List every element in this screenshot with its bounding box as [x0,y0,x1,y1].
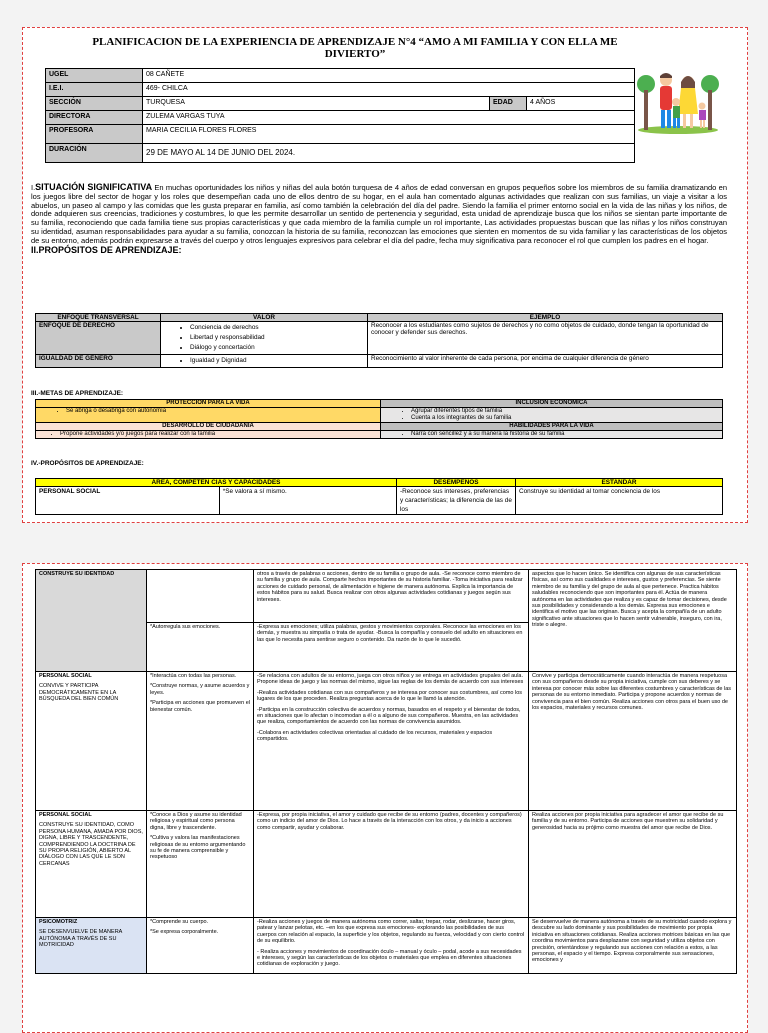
meta-item: • Propone actividades y/o juegos para realizar con la familia [60,431,378,438]
desempeno-cell [254,918,529,974]
capacidad-cell [147,570,254,623]
area-cell [36,918,147,974]
capacidad-cell [147,811,254,918]
iei-value: 469- CHILCA [143,83,635,97]
capacidad-item: *Participa en acciones que promueven el bienestar común. [150,700,250,713]
valor-header: VALOR [161,314,368,322]
info-table [45,68,635,163]
desempeno-item: -Realiza acciones y juegos de manera autónoma como correr, saltar, trepar, rodar, deslizarse, hacer giros, patear y lanzar pelotas, etc. –en los que expresa sus emociones- explorando las posibilidades de sus cuerpos con relación al espacio, la superficie y los objetos, regulando su fuerza, velocidad y con cierto control de su equilibrio. [257,919,525,945]
document-page-1 [22,27,748,523]
capacidad-item: *Cultiva y valora las manifestaciones religiosas de su entorno argumentando su fe de manera comprensible y respetuoso [150,835,246,861]
inclusion-header: INCLUSION ECONOMICA [381,400,723,408]
desempeno-cell: -Expresa, por propia iniciativa, el amor y cuidado que recibe de su entorno (padres, docentes y compañeros) como un indicio del amor de Dios. Lo hace a través de la interacción con los otros, y da inicio a acciones como compartir, ayudar y colaborar. [254,811,529,918]
competencias-table [35,569,737,974]
enfoque-derecho-valores [161,322,368,355]
habilidades-header: HABILIDADES PARA LA VIDA [381,423,723,431]
enfoques-table [35,313,723,368]
capacidad-item: *Interactúa con todas las personas. [150,673,237,679]
metas-table [35,399,723,439]
propositos-aprendizaje-heading: IV.-PROPÓSITOS DE APRENDIZAJE: [31,460,144,467]
iei-label: I.E.I. [46,83,143,97]
document-page-2 [22,563,748,1033]
edad-value: 4 AÑOS [527,97,635,111]
desempeno-cell: otros a través de palabras o acciones, dentro de su familia o grupo de aula. -Se reconoce como miembro de su familia y grupo de aula. Comparte hechos importantes de su historia familiar. -Toma iniciativa para realizar acciones de cuidado personal, de alimentación e higiene de manera autónoma. Explica la importancia de estos hábitos para su salud. Busca realizar con otros algunas actividades cotidianas y juegos según sus intereses. [254,570,529,623]
enfoque-genero-ejemplo: Reconocimiento al valor inherente de cada persona, por encima de cualquier diferencia de género [368,355,723,368]
valor-item: • Diálogo y concertación [190,344,364,351]
meta-item: • Agrupar diferentes tipos de familia [411,408,720,415]
meta-item: • Cuenta a los integrantes de su familia [411,415,720,422]
capacidad-item: *Construye normas, y asume acuerdos y leyes. [150,683,250,696]
capacidad-item: *Comprende su cuerpo. [150,919,209,925]
capacidad-cell [147,918,254,974]
valor-item: • Conciencia de derechos [190,324,364,331]
ugel-label: UGEL [46,69,143,83]
ciudadania-cell [36,431,381,439]
proteccion-cell [36,408,381,423]
area-cell [36,672,147,811]
desempeno-cell: -Reconoce sus intereses, preferencias y características; la diferencia de las de los [397,487,516,515]
competencia-title: SE DESENVUELVE DE MANERA AUTÓNOMA A TRAVÉS DE SU MOTRICIDAD [39,929,123,949]
proteccion-header: PROTECCION PARA LA VIDA [36,400,381,408]
enfoque-genero-label: IGUALDAD DE GÉNERO [36,355,161,368]
enfoque-derecho-label: ENFOQUE DE DERECHO [36,322,161,355]
area-title: PERSONAL SOCIAL [39,812,92,818]
desempenos-header: DESEMPEÑOS [397,479,516,487]
meta-item: • Se abriga o desabriga con autonomía [66,408,378,415]
enfoque-genero-valores [161,355,368,368]
area-title: PSICOMOTRIZ [39,919,78,925]
situacion-significativa [31,183,727,255]
profesora-label: PROFESORA [46,125,143,144]
valor-item: • Igualdad y Dignidad [190,357,364,364]
desempeno-item: -Se relaciona con adultos de su entorno, juega con otros niños y se entrega en actividades grupales del aula. Propone ideas de juego y las normas del mismo, sigue las reglas de los demás de acuerdo con sus intereses [257,673,524,686]
document-title: PLANIFICACION DE LA EXPERIENCIA DE APRENDIZAJE N°4 “AMO A MI FAMILIA Y CON ELLA ME DIVIERTO” [92,36,618,60]
estandar-cell: Se desenvuelve de manera autónoma a través de su motricidad cuando explora y descubre su lado dominante y sus posibilidades de movimiento por propia iniciativa en situaciones cotidianas. Realiza acciones motrices básicas en las que coordina movimientos para desplazarse con seguridad y utiliza objetos con precisión, orientándose y regulando sus acciones con relación a estos, a las personas, el espacio y el tiempo. Expresa corporalmente sus sensaciones, emociones y [529,918,737,974]
metas-heading: III.-METAS DE APRENDIZAJE: [31,390,124,397]
desempeno-item: -Participa en la construcción colectiva de acuerdos y normas, basados en el respeto y el bienestar de todos, en situaciones que lo afectan o incomodan a él o a alguno de sus compañeros. Muestra, en las actividades que realiza, comportamientos de acuerdo con las normas de convivencia asumidos. [257,706,521,726]
habilidades-cell [381,431,723,439]
desempeno-cell [254,672,529,811]
valor-item: • Libertad y responsabilidad [190,334,364,341]
situacion-numeral: I. [31,183,36,192]
competencia-title: CONVIVE Y PARTICIPA DEMOCRÁTICAMENTE EN LA BÚSQUEDA DEL BIEN COMÚN [39,683,119,703]
estandar-cell: Convive y participa democráticamente cuando interactúa de manera respetuosa con sus compañeros desde su propia iniciativa, cumple con sus deberes y se interesa por conocer más sobre las diferentes costumbres y características de las personas de su entorno inmediato. Participa y propone acuerdos y normas de convivencia para el bien común. Realiza acciones con otros para el buen uso de los espacios, materiales y recursos comunes. [529,672,737,811]
directora-label: DIRECTORA [46,111,143,125]
area-cell: CONSTRUYE SU IDENTIDAD [36,570,147,672]
desempeno-item: -Realiza actividades cotidianas con sus compañeros y se interesa por conocer sus costumbres, así como los lugares de los que proceden. Realiza preguntas acerca de lo que le llamó la atención. [257,689,523,703]
capacidad-item: *Se expresa corporalmente. [150,929,219,936]
area-cell [36,811,147,918]
situacion-heading: SITUACIÓN SIGNIFICATIVA [35,182,153,192]
meta-item: • Narra con sencillez y a su manera la historia de su familia [411,431,720,438]
desempeno-item: - Realiza acciones y movimientos de coordinación óculo – manual y óculo – podal, acode a sus necesidades e intereses, y según las características de los objetos o materiales que emplea en diferentes situaciones cotidianas de exploración y juego. [257,948,522,968]
area-title: PERSONAL SOCIAL [39,673,92,679]
propositos-table [35,478,723,515]
desempeno-cell: -Expresa sus emociones; utiliza palabras, gestos y movimientos corporales. Reconoce las emociones en los demás, y muestra su simpatía o trata de ayudar. -Busca la compañía y consuelo del adulto en situaciones en las que lo necesita para sentirse seguro o contenido. Da razón de lo que le sucedió. [254,623,529,672]
capacidad-item: *Conoce a Dios y asume su identidad religiosa y espiritual como persona digna, libre y trascendente. [150,812,242,831]
capacidad-cell: *Se valora a sí mismo. [219,487,396,515]
propositos-heading: II.PROPÓSITOS DE APRENDIZAJE: [31,244,182,255]
capacidad-cell: *Autorregula sus emociones. [147,623,254,672]
inclusion-cell [381,408,723,423]
capacidad-cell [147,672,254,811]
duracion-value: 29 DE MAYO AL 14 DE JUNIO DEL 2024. [143,144,635,163]
edad-label: EDAD [490,97,527,111]
estandar-cell: aspectos que lo hacen único. Se identifica con algunas de sus características físicas, así como sus cualidades e intereses, gustos y preferencias. Se siente miembro de su familia y del grupo de aula al que pertenece. Practica hábitos saludables reconociendo que son importantes para él. Actúa de manera autónoma en las actividades que realiza y es capaz de tomar decisiones, desde sus posibilidades y considerando a los demás. Expresa sus emociones e identifica el motivo que las originan. Busca y acepta la compañía de un adulto significativo ante situaciones que lo hacen sentir vulnerable, inseguro, con ira, triste o alegre. [529,570,737,672]
area-cell: PERSONAL SOCIAL [36,487,220,515]
family-illustration-icon [636,64,720,134]
area-header: ÁREA, COMPETEN CIAS Y CAPACIDADES [36,479,397,487]
enfoque-header: ENFOQUE TRANSVERSAL [36,314,161,322]
estandar-cell: Realiza acciones por propia iniciativa para agradecer el amor que recibe de su familia y de su entorno. Participa de acciones que muestren su solidaridad y generosidad hacia su prójimo como muestra del amor que recibe de Dios. [529,811,737,918]
estandar-cell: Construye su identidad al tomar conciencia de los [516,487,723,515]
enfoque-derecho-ejemplo: Reconocer a los estudiantes como sujetos de derechos y no como objetos de cuidado, donde tengan la oportunidad de conocer y defender sus derechos. [368,322,723,355]
seccion-label: SECCIÓN [46,97,143,111]
seccion-value: TURQUESA [143,97,490,111]
competencia-title: CONSTRUYE SU IDENTIDAD, COMO PERSONA HUMANA, AMADA POR DIOS, DIGNA, LIBRE Y TRASCENDENTE, COMPRENDIENDO LA DOCTRINA DE SU PROPIA RELIGIÓN, ABIERTO AL DIÁLOGO CON LAS QUE LE SON CERCANAS [39,822,143,867]
ugel-value: 08 CAÑETE [143,69,635,83]
duracion-label: DURACIÓN [46,144,143,163]
directora-value: ZULEMA VARGAS TUYA [143,111,635,125]
profesora-value: MARIA CECILIA FLORES FLORES [143,125,635,144]
desempeno-item: -Colabora en actividades colectivas orientadas al cuidado de los recursos, materiales y espacios compartidos. [257,729,493,743]
situacion-text: En muchas oportunidades los niños y niñas del aula botón turquesa de 4 años de edad conversan en grupos pequeños sobre los miembros de su familia dramatizando en los juegos libre del sector de hogar y los roles que desempeñan cada uno de ellos dentro de su hogar, en el aula han comentado algunas actividades que realizan con sus familias, un viaje a visitar a los abuelos, un paseo al campo y las comidas que les gusta preparar en familia, así como también la celebración del día del padre. Siendo la familia el primer entorno social en la vida de las niñas y los niños, de donde adquieren sus creencias, tradiciones y costumbres, lo que les permite desarrollar un sentido de pertenencia y seguridad, esta unidad de aprendizaje busca que los niños se sientan parte importante de su familia, reconociendo que cada familia tiene sus propias características y que cada miembro de la familia cumple un rol importante, Las actividades propuestas buscan que las niñas y los niños construyan su identidad, asuman responsabilidades para ayudar a su familia, conozcan la historia de su familia, reconozcan las emociones que sienten en momentos de su vida familiar y las características de los objetos de su entorno, además podrán expresarse a través del cuerpo y otros lenguajes expresivos para celebrar el día del padre, fecha muy significativa para reconocer el rol que cumplen los padres en el hogar. [31,183,727,245]
ejemplo-header: EJEMPLO [368,314,723,322]
ciudadania-header: DESARROLLO DE CIUDADANIA [36,423,381,431]
estandar-header: ESTANDAR [516,479,723,487]
